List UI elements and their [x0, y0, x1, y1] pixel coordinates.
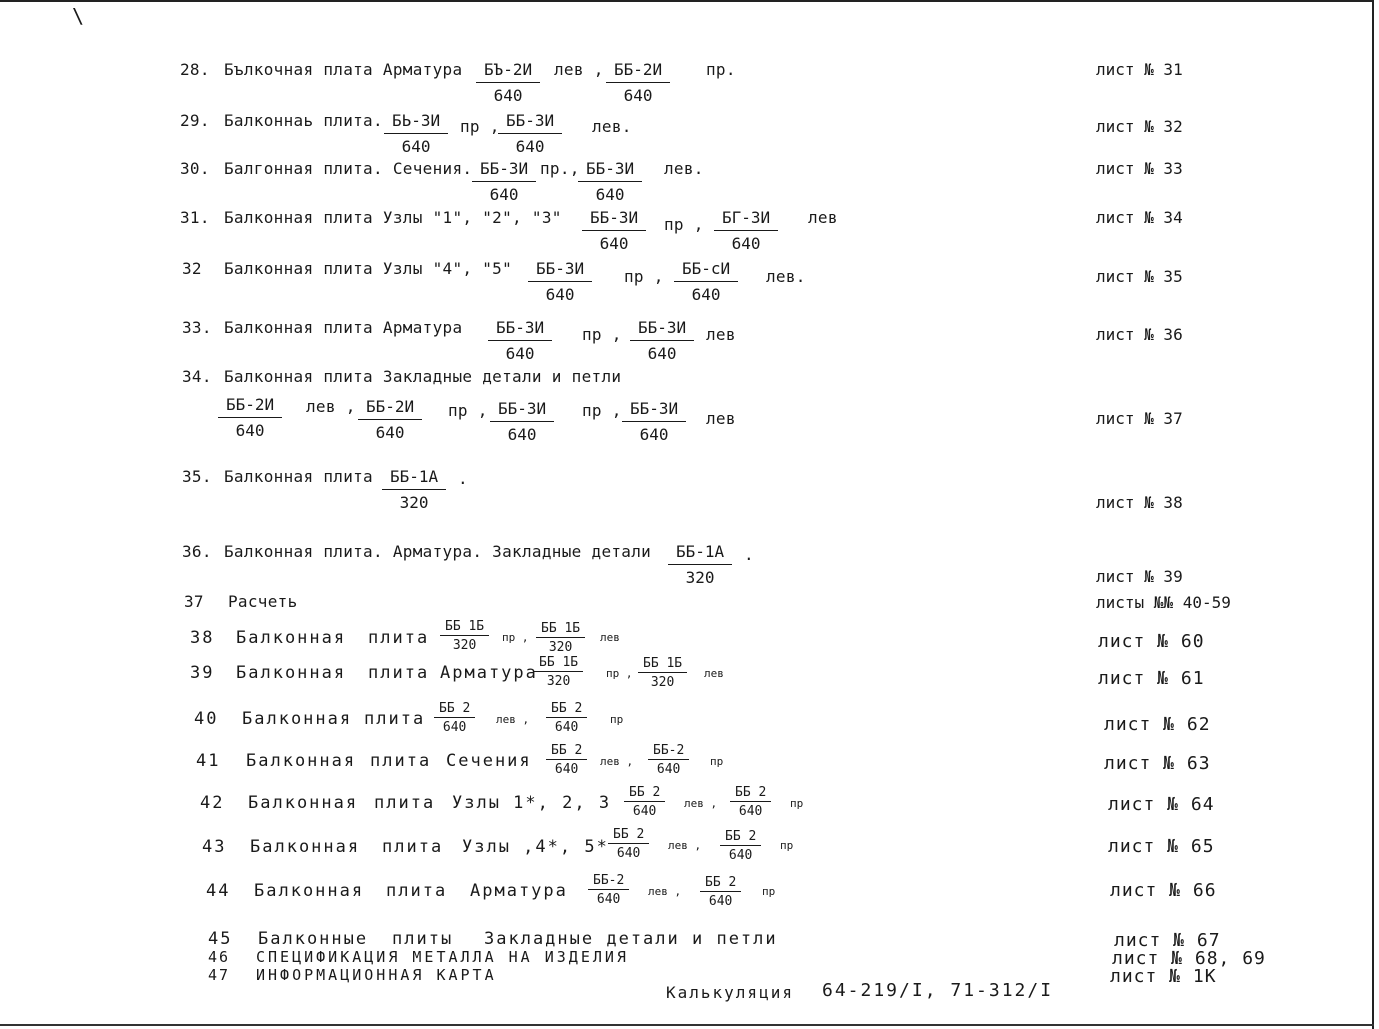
fraction-numerator: ББ-ЗИ [528, 260, 592, 282]
entry-36-number: 36. [182, 542, 212, 561]
entry-34-mark-4: лев [706, 409, 736, 428]
entry-43-number: 43 [202, 837, 227, 857]
entry-35-number: 35. [182, 467, 212, 486]
entry-39-fraction-2 [638, 657, 687, 689]
entry-32-text: Балконная плита Узлы "4", "5" [224, 259, 513, 278]
entry-39-word-3: Арматура [440, 663, 538, 683]
entry-37-number: 37 [184, 592, 204, 611]
fraction-denominator: 640 [623, 86, 653, 105]
fraction-numerator: БЬ-ЗИ [384, 112, 448, 134]
entry-28-text: Бълкочная плата Арматура [224, 60, 463, 79]
entry-38-mark-2: лев [600, 631, 620, 644]
entry-30-sheet: лист № 33 [1096, 159, 1183, 178]
entry-28-mark-1: лев , [554, 60, 604, 79]
entry-40-fraction-2 [546, 702, 587, 734]
fraction-numerator: ББ-1А [382, 468, 446, 490]
frame-top-border [0, 0, 1374, 2]
entry-31-fraction-2 [714, 209, 778, 253]
footer-references: 64-219/I, 71-312/I [822, 980, 1054, 1001]
entry-31-sheet: лист № 34 [1096, 208, 1183, 227]
entry-39-word-1: Балконная [236, 663, 347, 683]
fraction-denominator: 640 [647, 344, 677, 363]
entry-34-fraction-4 [622, 400, 686, 444]
fraction-denominator: 640 [489, 185, 519, 204]
fraction-denominator: 640 [632, 804, 657, 819]
entry-43-fraction-1 [608, 828, 649, 860]
fraction-numerator: ББ-ЗИ [582, 209, 646, 231]
entry-44-fraction-2 [700, 876, 741, 908]
entry-35-text: Балконная плита [224, 467, 373, 486]
entry-38-sheet: лист № 60 [1098, 631, 1205, 652]
fraction-numerator: БЪ-2И [476, 61, 540, 83]
entry-43-fraction-2 [720, 830, 761, 862]
fraction-denominator: 640 [554, 720, 579, 735]
entry-41-word-1: Балконная [246, 751, 357, 771]
entry-34-fraction-3 [490, 400, 554, 444]
fraction-numerator: ББ 1Б [536, 622, 585, 638]
entry-34-mark-1: лев , [306, 397, 356, 416]
entry-43-mark-1: лев , [668, 839, 702, 852]
entry-32-sheet: лист № 35 [1096, 267, 1183, 286]
entry-38-number: 38 [190, 628, 215, 648]
entry-46-sheet: лист № 68, 69 [1112, 948, 1266, 969]
fraction-numerator: ББ-ЗИ [488, 319, 552, 341]
fraction-denominator: 640 [656, 762, 681, 777]
fraction-numerator: ББ-ЗИ [578, 160, 642, 182]
entry-34-mark-2: пр , [448, 401, 488, 420]
entry-33-number: 33. [182, 318, 212, 337]
entry-30-number: 30. [180, 159, 210, 178]
entry-38-word-1: Балконная [236, 628, 347, 648]
entry-45-word-1: Балконные [258, 929, 369, 949]
entry-31-text: Балконная плита Узлы "1", "2", "3" [224, 208, 562, 227]
entry-44-number: 44 [206, 881, 231, 901]
entry-39-mark-1: пр , [606, 667, 633, 680]
entry-36-mark-1: . [744, 545, 754, 564]
fraction-numerator: ББ 1Б [440, 620, 489, 636]
entry-30-fraction-1 [472, 160, 536, 204]
entry-35-fraction-1 [382, 468, 446, 512]
entry-40-word-2: плита [364, 709, 426, 729]
fraction-denominator: 320 [548, 640, 573, 655]
fraction-denominator: 320 [650, 675, 675, 690]
entry-31-fraction-1 [582, 209, 646, 253]
fraction-denominator: 320 [685, 568, 715, 587]
entry-28-fraction-2 [606, 61, 670, 105]
entry-41-word-2: плита [370, 751, 432, 771]
fraction-numerator: ББ-1А [668, 543, 732, 565]
entry-44-word-2: плита [386, 881, 448, 901]
entry-34-text: Балконная плита Закладные детали и петли [224, 367, 622, 386]
fraction-denominator: 640 [639, 425, 669, 444]
entry-36-text: Балконная плита. Арматура. Закладные детали [224, 542, 652, 561]
fraction-numerator: ББ-2 [648, 744, 689, 760]
corner-mark: \ [72, 4, 85, 28]
frame-bottom-border [0, 1024, 1374, 1026]
entry-33-mark-2: лев [706, 325, 736, 344]
fraction-numerator: ББ-2 [588, 874, 629, 890]
entry-34-number: 34. [182, 367, 212, 386]
entry-42-word-2: плита [374, 793, 436, 813]
entry-41-number: 41 [196, 751, 221, 771]
entry-43-word-3: Узлы ,4*, 5* [462, 837, 609, 857]
fraction-denominator: 640 [554, 762, 579, 777]
entry-30-mark-2: лев. [664, 159, 704, 178]
fraction-denominator: 640 [731, 234, 761, 253]
entry-44-sheet: лист № 66 [1110, 880, 1217, 901]
entry-33-fraction-1 [488, 319, 552, 363]
fraction-numerator: ББ 2 [700, 876, 741, 892]
entry-30-text: Балгонная плита. Сечения. [224, 159, 473, 178]
fraction-denominator: 640 [442, 720, 467, 735]
fraction-numerator: ББ 2 [546, 702, 587, 718]
fraction-numerator: ББ-2И [358, 398, 422, 420]
entry-38-fraction-2 [536, 622, 585, 654]
entry-42-fraction-1 [624, 786, 665, 818]
fraction-numerator: ББ-ЗИ [622, 400, 686, 422]
fraction-denominator: 640 [515, 137, 545, 156]
fraction-numerator: ББ 2 [546, 744, 587, 760]
entry-32-mark-1: пр , [624, 267, 664, 286]
entry-38-word-2: плита [368, 628, 430, 648]
entry-40-number: 40 [194, 709, 219, 729]
entry-45-word-2: плиты [392, 929, 454, 949]
fraction-denominator: 640 [375, 423, 405, 442]
entry-44-word-1: Балконная [254, 881, 365, 901]
entry-45-word-3: Закладные детали и петли [484, 929, 778, 949]
entry-29-fraction-2 [498, 112, 562, 156]
entry-41-mark-1: лев , [600, 755, 634, 768]
entry-46-number: 46 [208, 948, 231, 966]
fraction-numerator: БГ-ЗИ [714, 209, 778, 231]
entry-43-word-2: плита [382, 837, 444, 857]
entry-36-fraction-1 [668, 543, 732, 587]
entry-40-mark-2: пр [610, 713, 624, 726]
entry-41-fraction-1 [546, 744, 587, 776]
fraction-denominator: 640 [235, 421, 265, 440]
entry-41-word-3: Сечения [446, 751, 532, 771]
fraction-numerator: ББ-2И [218, 396, 282, 418]
entry-34-fraction-2 [358, 398, 422, 442]
entry-45-sheet: лист № 67 [1114, 930, 1221, 951]
entry-46-word-1: СПЕЦИФИКАЦИЯ МЕТАЛЛА НА ИЗДЕЛИЯ [256, 948, 629, 966]
entry-40-fraction-1 [434, 702, 475, 734]
entry-28-fraction-1 [476, 61, 540, 105]
entry-29-mark-1: пр , [460, 117, 500, 136]
entry-42-mark-1: лев , [684, 797, 718, 810]
fraction-numerator: ББ 1Б [534, 656, 583, 672]
entry-39-mark-2: лев [704, 667, 724, 680]
entry-29-sheet: лист № 32 [1096, 117, 1183, 136]
entry-39-fraction-1 [534, 656, 583, 688]
entry-38-mark-1: пр , [502, 631, 529, 644]
fraction-denominator: 640 [507, 425, 537, 444]
entry-39-number: 39 [190, 663, 215, 683]
fraction-numerator: ББ 2 [608, 828, 649, 844]
entry-41-mark-2: пр [710, 755, 724, 768]
entry-30-fraction-2 [578, 160, 642, 204]
fraction-denominator: 640 [493, 86, 523, 105]
fraction-denominator: 320 [399, 493, 429, 512]
entry-39-word-2: плита [368, 663, 430, 683]
entry-32-fraction-1 [528, 260, 592, 304]
entry-28-number: 28. [180, 60, 210, 79]
fraction-denominator: 640 [738, 804, 763, 819]
entry-29-mark-2: лев. [592, 117, 632, 136]
entry-31-number: 31. [180, 208, 210, 227]
entry-31-mark-2: лев [808, 208, 838, 227]
fraction-numerator: ББ 2 [720, 830, 761, 846]
entry-47-word-1: ИНФОРМАЦИОННАЯ КАРТА [256, 966, 497, 984]
fraction-numerator: ББ-ЗИ [472, 160, 536, 182]
entry-33-mark-1: пр , [582, 325, 622, 344]
entry-39-sheet: лист № 61 [1098, 668, 1205, 689]
entry-45-number: 45 [208, 929, 233, 949]
fraction-numerator: ББ 1Б [638, 657, 687, 673]
entry-33-fraction-2 [630, 319, 694, 363]
frame-right-border [1372, 0, 1374, 1029]
fraction-denominator: 640 [505, 344, 535, 363]
fraction-numerator: ББ-ЗИ [630, 319, 694, 341]
entry-42-number: 42 [200, 793, 225, 813]
entry-41-fraction-2 [648, 744, 689, 776]
entry-29-text: Балконнаь плита. [224, 111, 383, 130]
entry-35-sheet: лист № 38 [1096, 493, 1183, 512]
fraction-numerator: ББ 2 [730, 786, 771, 802]
entry-34-mark-3: пр , [582, 401, 622, 420]
fraction-denominator: 640 [545, 285, 575, 304]
entry-33-text: Балконная плита Арматура [224, 318, 463, 337]
entry-42-word-3: Узлы 1*, 2, 3 [452, 793, 612, 813]
entry-32-fraction-2 [674, 260, 738, 304]
fraction-denominator: 640 [728, 848, 753, 863]
fraction-numerator: ББ-ЗИ [490, 400, 554, 422]
entry-38-fraction-1 [440, 620, 489, 652]
entry-44-mark-1: лев , [648, 885, 682, 898]
fraction-denominator: 640 [401, 137, 431, 156]
entry-34-fraction-1 [218, 396, 282, 440]
entry-28-mark-2: пр. [706, 60, 736, 79]
entry-40-word-1: Балконная [242, 709, 353, 729]
entry-35-mark-1: . [458, 469, 468, 488]
entry-37-sheet: листы №№ 40-59 [1096, 593, 1231, 612]
entry-47-sheet: лист № 1К [1110, 966, 1217, 987]
entry-42-mark-2: пр [790, 797, 804, 810]
entry-29-fraction-1 [384, 112, 448, 156]
fraction-denominator: 640 [708, 894, 733, 909]
entry-40-sheet: лист № 62 [1104, 714, 1211, 735]
entry-42-fraction-2 [730, 786, 771, 818]
entry-30-mark-1: пр., [540, 159, 580, 178]
entry-31-mark-1: пр , [664, 215, 704, 234]
fraction-denominator: 640 [596, 892, 621, 907]
entry-44-mark-2: пр [762, 885, 776, 898]
fraction-denominator: 320 [452, 638, 477, 653]
entry-37-text: Расчеть [228, 592, 298, 611]
entry-42-word-1: Балконная [248, 793, 359, 813]
entry-41-sheet: лист № 63 [1104, 753, 1211, 774]
fraction-denominator: 320 [546, 674, 571, 689]
fraction-numerator: ББ 2 [624, 786, 665, 802]
entry-43-sheet: лист № 65 [1108, 836, 1215, 857]
fraction-denominator: 640 [616, 846, 641, 861]
fraction-numerator: ББ-сИ [674, 260, 738, 282]
entry-44-word-3: Арматура [470, 881, 568, 901]
entry-40-mark-1: лев , [496, 713, 530, 726]
entry-32-mark-2: лев. [766, 267, 806, 286]
entry-43-mark-2: пр [780, 839, 794, 852]
entry-42-sheet: лист № 64 [1108, 794, 1215, 815]
fraction-numerator: ББ-2И [606, 61, 670, 83]
entry-33-sheet: лист № 36 [1096, 325, 1183, 344]
fraction-denominator: 640 [595, 185, 625, 204]
entry-44-fraction-1 [588, 874, 629, 906]
fraction-numerator: ББ 2 [434, 702, 475, 718]
footer-label: Калькуляция [666, 983, 794, 1002]
entry-36-sheet: лист № 39 [1096, 567, 1183, 586]
entry-29-number: 29. [180, 111, 210, 130]
fraction-denominator: 640 [599, 234, 629, 253]
fraction-numerator: ББ-ЗИ [498, 112, 562, 134]
entry-28-sheet: лист № 31 [1096, 60, 1183, 79]
entry-43-word-1: Балконная [250, 837, 361, 857]
entry-32-number: 32 [182, 259, 202, 278]
entry-47-number: 47 [208, 966, 231, 984]
entry-34-sheet: лист № 37 [1096, 409, 1183, 428]
fraction-denominator: 640 [691, 285, 721, 304]
